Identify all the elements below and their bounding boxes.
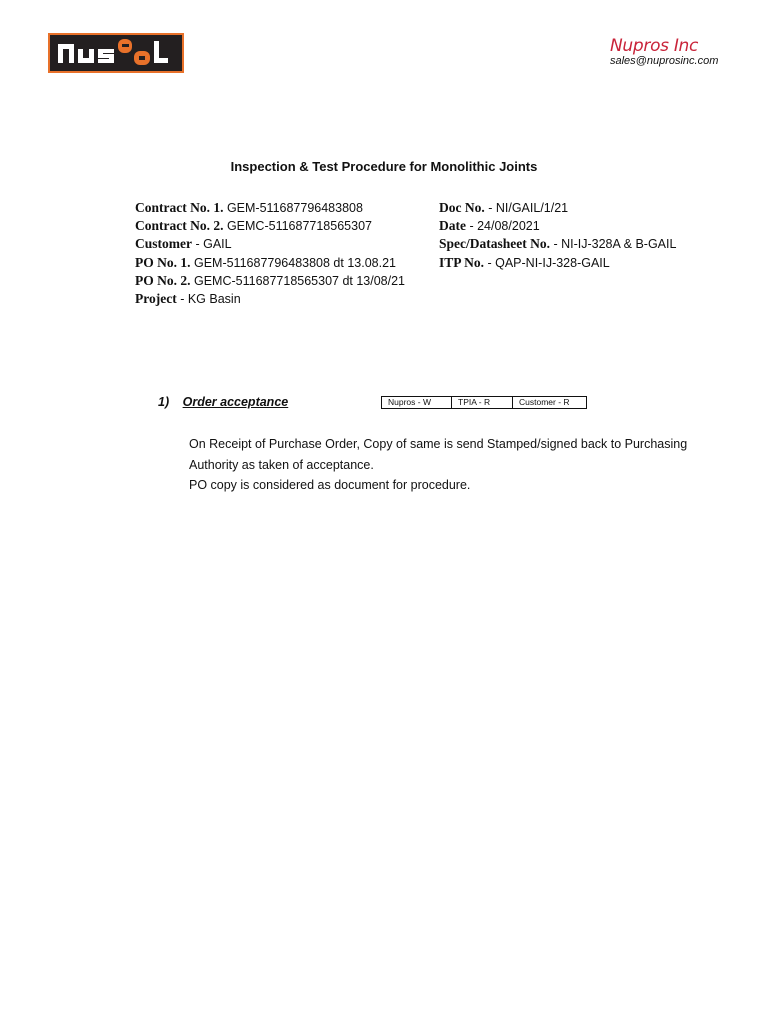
meta-row-customer (135, 235, 405, 253)
meta-value: GEM-511687796483808 dt 13.08.21 (190, 255, 396, 270)
meta-row-spec (439, 235, 676, 253)
meta-row-contract-2 (135, 217, 405, 235)
meta-label: Customer (135, 236, 192, 252)
meta-value: GEMC-511687718565307 (223, 219, 372, 234)
meta-left-column (135, 199, 405, 308)
table-cell-nupros: Nupros - W (382, 397, 452, 409)
meta-row-po-2 (135, 272, 405, 290)
meta-value: GEM-511687796483808 (223, 201, 363, 215)
meta-value: - KG Basin (176, 292, 241, 307)
document-title-text: Inspection & Test Procedure for Monolithic Joints (230, 159, 538, 174)
meta-row-project (135, 290, 405, 308)
meta-row-contract-1 (135, 199, 405, 217)
table-cell-customer: Customer - R (513, 397, 587, 409)
meta-label: Doc No. (439, 200, 485, 215)
meta-label: PO No. 2. (135, 272, 191, 288)
meta-right-column (439, 199, 676, 272)
responsibility-table (381, 396, 587, 409)
meta-label: PO No. 1. (135, 254, 191, 270)
meta-row-po-1 (135, 254, 405, 272)
meta-value: - NI-IJ-328A & B-GAIL (550, 237, 677, 252)
nuseal-logo (48, 33, 184, 73)
meta-label: Project (135, 291, 177, 307)
meta-label: ITP No. (439, 254, 485, 270)
meta-label: Spec/Datasheet No. (439, 236, 550, 252)
section-title: Order acceptance (182, 395, 289, 409)
company-email: sales@nuprosinc.com (610, 55, 719, 67)
section-number: 1) (158, 395, 170, 409)
company-name: Nupros Inc (610, 36, 699, 56)
meta-label: Contract No. 1. (135, 200, 224, 215)
meta-value: - NI/GAIL/1/21 (484, 201, 569, 215)
paragraph: On Receipt of Purchase Order, Copy of same is send Stamped/signed back to Purchasing Authority as taken of acceptance. (189, 437, 688, 472)
meta-value: - QAP-NI-IJ-328-GAIL (484, 255, 610, 270)
meta-value: - GAIL (192, 237, 232, 252)
paragraph: PO copy is considered as document for procedure. (189, 478, 471, 492)
table-cell-tpia: TPIA - R (452, 397, 513, 409)
section-heading (158, 395, 288, 409)
company-block (610, 36, 718, 68)
meta-label: Contract No. 2. (135, 218, 224, 234)
meta-row-doc-no (439, 199, 676, 217)
meta-row-itp (439, 254, 676, 272)
meta-value: GEMC-511687718565307 dt 13/08/21 (190, 273, 406, 288)
logo-mark (50, 35, 182, 71)
meta-value: - 24/08/2021 (466, 219, 540, 234)
document-title (0, 159, 768, 174)
meta-label: Date (439, 218, 466, 234)
section-body (189, 434, 709, 496)
meta-row-date (439, 217, 676, 235)
table-row (382, 397, 587, 409)
